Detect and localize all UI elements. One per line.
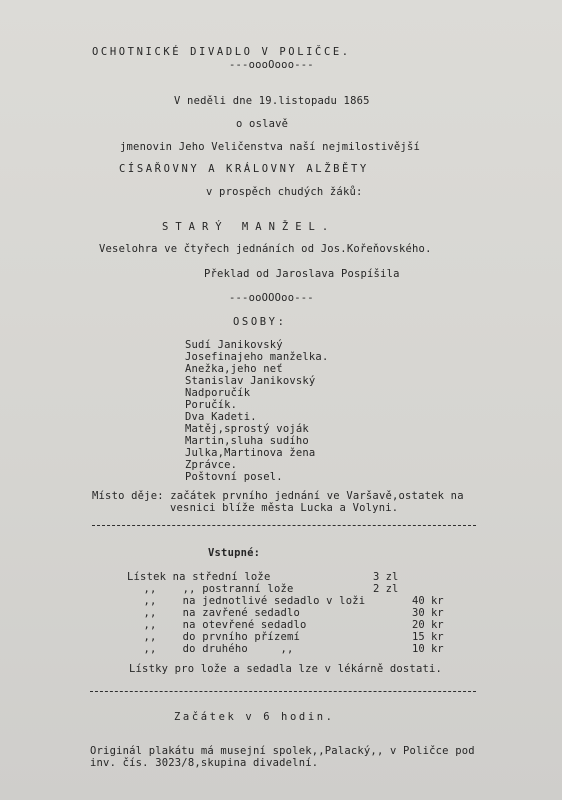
cast-member: Dva Kadeti. xyxy=(185,411,257,423)
event-date: V neděli dne 19.listopadu 1865 xyxy=(174,95,370,107)
cast-member: Stanislav Janikovský xyxy=(185,375,316,387)
start-time: Začátek v 6 hodin. xyxy=(174,711,335,723)
admission-row-price: 40 kr xyxy=(412,595,444,607)
admission-row-label: ,, na zavřené sedadlo xyxy=(137,607,301,619)
cast-member: Sudí Janikovský xyxy=(185,339,283,351)
translation-credit: Překlad od Jaroslava Pospíšila xyxy=(204,268,400,280)
admission-heading: Vstupné: xyxy=(208,547,261,559)
admission-row-label: ,, na jednotlivé sedadlo v loži xyxy=(137,595,366,607)
cast-member: Nadporučík xyxy=(185,387,251,399)
dashed-rule xyxy=(90,691,476,692)
admission-row-label: ,, na otevřené sedadlo xyxy=(137,619,307,631)
footer-line-1: Originál plakátu má musejní spolek,,Palacký,, v Poličce pod xyxy=(90,745,475,757)
admission-row-price: 20 kr xyxy=(412,619,444,631)
cast-member: Zprávce. xyxy=(185,459,238,471)
admission-row-label: ,, do druhého ,, xyxy=(137,643,294,655)
cast-member: Poštovní posel. xyxy=(185,471,283,483)
cast-member: Anežka,jeho neť xyxy=(185,363,283,375)
admission-row-price: 30 kr xyxy=(412,607,444,619)
cast-member: Matěj,sprostý voják xyxy=(185,423,309,435)
cast-member: Julka,Martinova žena xyxy=(185,447,316,459)
cast-heading: OSOBY: xyxy=(233,316,287,328)
cast-member: Poručík. xyxy=(185,399,238,411)
play-title: STARÝ MANŽEL. xyxy=(162,221,336,233)
cast-member: Martin,sluha sudího xyxy=(185,435,309,447)
ornament-divider: ---oooOooo--- xyxy=(229,59,314,71)
poster-title: OCHOTNICKÉ DIVADLO V POLIČCE. xyxy=(92,46,351,58)
admission-row-price: 2 zl xyxy=(373,583,399,595)
admission-row-label: Lístek na střední lože xyxy=(127,571,271,583)
admission-row-label: ,, do prvního přízemí xyxy=(137,631,301,643)
admission-row-price: 10 kr xyxy=(412,643,444,655)
cast-member: Josefinajeho manželka. xyxy=(185,351,329,363)
setting-line-2: vesnici blíže města Lucka a Volyni. xyxy=(170,502,399,514)
ornament-divider-2: ---ooOOOoo--- xyxy=(229,292,314,304)
ticket-sales-note: Lístky pro lože a sedadla lze v lékárně dostati. xyxy=(129,663,443,675)
setting-line-1: Místo děje: začátek prvního jednání ve Varšavě,ostatek na xyxy=(92,490,464,502)
dedication-name: CÍSAŘOVNY A KRÁLOVNY ALŽBĚTY xyxy=(119,163,369,175)
admission-row-price: 3 zl xyxy=(373,571,399,583)
admission-row-price: 15 kr xyxy=(412,631,444,643)
dedication-line: jmenovin Jeho Veličenstva naší nejmilostivější xyxy=(120,141,420,153)
benefit-line: v prospěch chudých žáků: xyxy=(206,186,363,198)
occasion-line: o oslavě xyxy=(236,118,289,130)
footer-line-2: inv. čís. 3023/8,skupina divadelní. xyxy=(90,757,319,769)
dashed-rule xyxy=(92,525,476,526)
play-subtitle: Veselohra ve čtyřech jednáních od Jos.Kořeňovského. xyxy=(99,243,432,255)
admission-row-label: ,, ,, postranní lože xyxy=(137,583,294,595)
